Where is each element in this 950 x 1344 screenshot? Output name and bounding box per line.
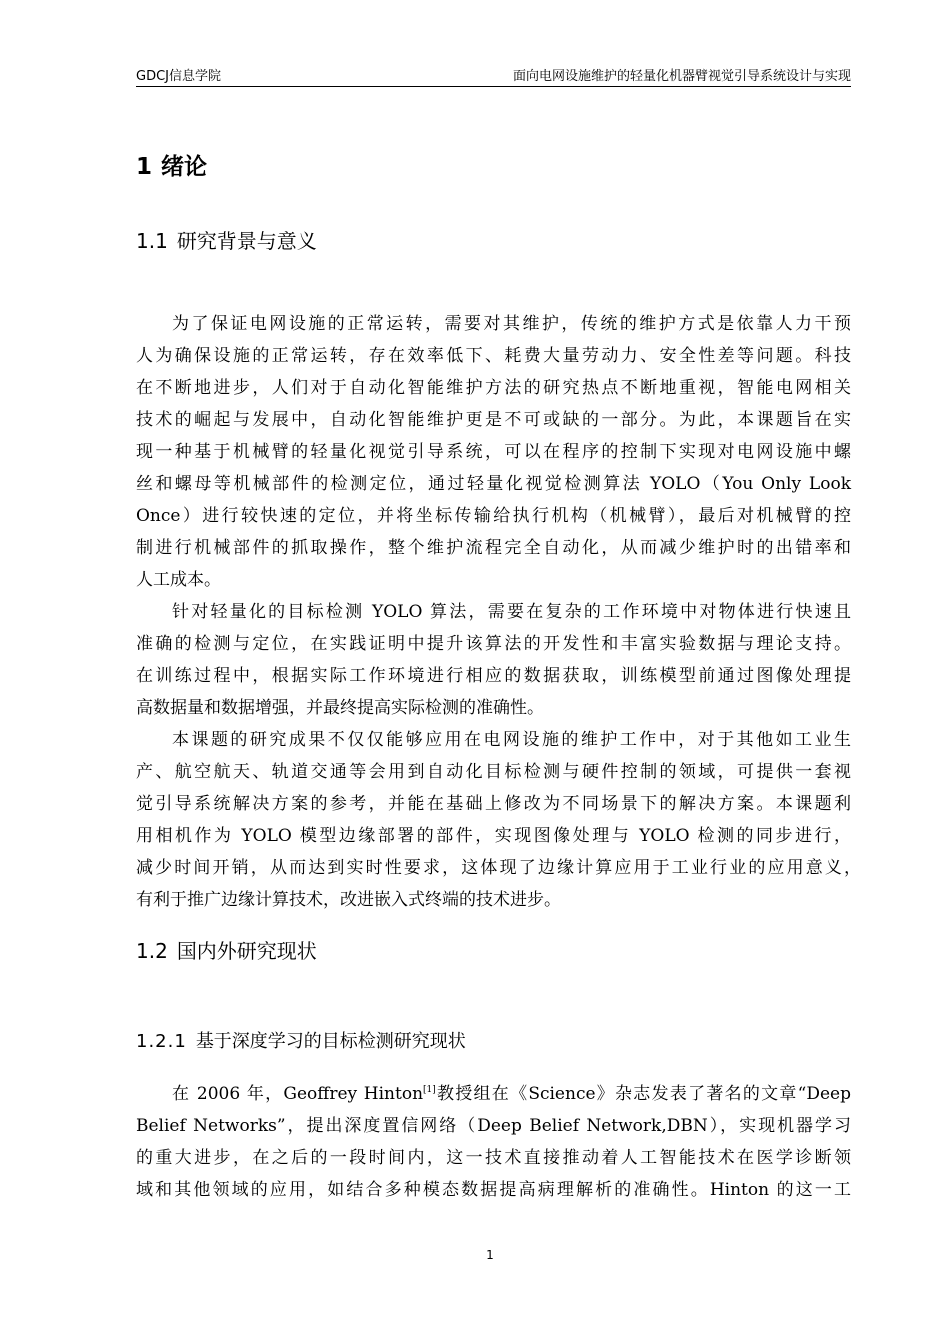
text-line: 本课题的研究成果不仅仅能够应用在电网设施的维护工作中，对于其他如工业生	[172, 730, 851, 750]
text-line: 有利于推广边缘计算技术，改进嵌入式终端的技术进步。	[136, 890, 561, 910]
text-line: Once）进行较快速的定位，并将坐标传输给执行机构（机械臂），最后对机械臂的控	[136, 506, 851, 526]
text-line: Belief Networks”，提出深度置信网络（Deep Belief Network,DBN），实现机器学习	[136, 1116, 851, 1136]
header-institution: GDCJ信息学院	[136, 69, 221, 84]
text-line: 为了保证电网设施的正常运转，需要对其维护，传统的维护方式是依靠人力干预	[172, 314, 851, 334]
text-line: 在训练过程中，根据实际工作环境进行相应的数据获取，训练模型前通过图像处理提	[136, 666, 851, 686]
text-line: 针对轻量化的目标检测 YOLO 算法，需要在复杂的工作环境中对物体进行快速且	[172, 602, 851, 622]
section-title: 国内外研究现状	[176, 939, 317, 963]
section-heading-1-1	[136, 228, 317, 254]
header-rule	[136, 86, 851, 87]
text-line: 现一种基于机械臂的轻量化视觉引导系统，可以在程序的控制下实现对电网设施中螺	[136, 442, 851, 462]
text-line: 高数据量和数据增强，并最终提高实际检测的准确性。	[136, 698, 544, 718]
text-line: 人为确保设施的正常运转，存在效率低下、耗费大量劳动力、安全性差等问题。科技	[136, 346, 851, 366]
text-line: 制进行机械部件的抓取操作，整个维护流程完全自动化，从而减少维护时的出错率和	[136, 538, 851, 558]
text-line: 觉引导系统解决方案的参考，并能在基础上修改为不同场景下的解决方案。本课题利	[136, 794, 851, 814]
chapter-heading	[136, 152, 207, 182]
text-span: 教授组在《Science》杂志发表了著名的文章“Deep	[435, 1084, 851, 1104]
subsection-heading-1-2-1	[136, 1030, 466, 1054]
section-heading-1-2	[136, 938, 317, 964]
chapter-title: 绪论	[161, 154, 208, 180]
header-thesis-title: 面向电网设施维护的轻量化机器臂视觉引导系统设计与实现	[512, 69, 851, 84]
section-number: 1.1	[136, 229, 168, 253]
text-line: 丝和螺母等机械部件的检测定位，通过轻量化视觉检测算法 YOLO（You Only Look	[136, 474, 851, 494]
text-line: 在不断地进步，人们对于自动化智能维护方法的研究热点不断地重视，智能电网相关	[136, 378, 851, 398]
text-line: 域和其他领域的应用，如结合多种模态数据提高病理解析的准确性。Hinton 的这一工	[136, 1180, 851, 1200]
citation-ref[interactable]: [1]	[423, 1085, 436, 1095]
text-span: 在 2006 年，Geoffrey Hinton	[172, 1084, 424, 1104]
chapter-number: 1	[136, 154, 153, 180]
text-line: 的重大进步，在之后的一段时间内，这一技术直接推动着人工智能技术在医学诊断领	[136, 1148, 851, 1168]
page-number: 1	[486, 1248, 494, 1262]
text-line	[136, 1078, 851, 1110]
text-line: 用相机作为 YOLO 模型边缘部署的部件，实现图像处理与 YOLO 检测的同步进行，	[136, 826, 851, 846]
text-line: 产、航空航天、轨道交通等会用到自动化目标检测与硬件控制的领域，可提供一套视	[136, 762, 851, 782]
text-line: 准确的检测与定位，在实践证明中提升该算法的开发性和丰富实验数据与理论支持。	[136, 634, 851, 654]
text-line: 技术的崛起与发展中，自动化智能维护更是不可或缺的一部分。为此，本课题旨在实	[136, 410, 851, 430]
text-line: 减少时间开销，从而达到实时性要求，这体现了边缘计算应用于工业行业的应用意义，	[136, 858, 861, 878]
section-number: 1.2	[136, 939, 168, 963]
subsection-number: 1.2.1	[136, 1031, 187, 1052]
section-title: 研究背景与意义	[176, 229, 317, 253]
subsection-title: 基于深度学习的目标检测研究现状	[195, 1031, 466, 1052]
text-line: 人工成本。	[136, 570, 221, 590]
